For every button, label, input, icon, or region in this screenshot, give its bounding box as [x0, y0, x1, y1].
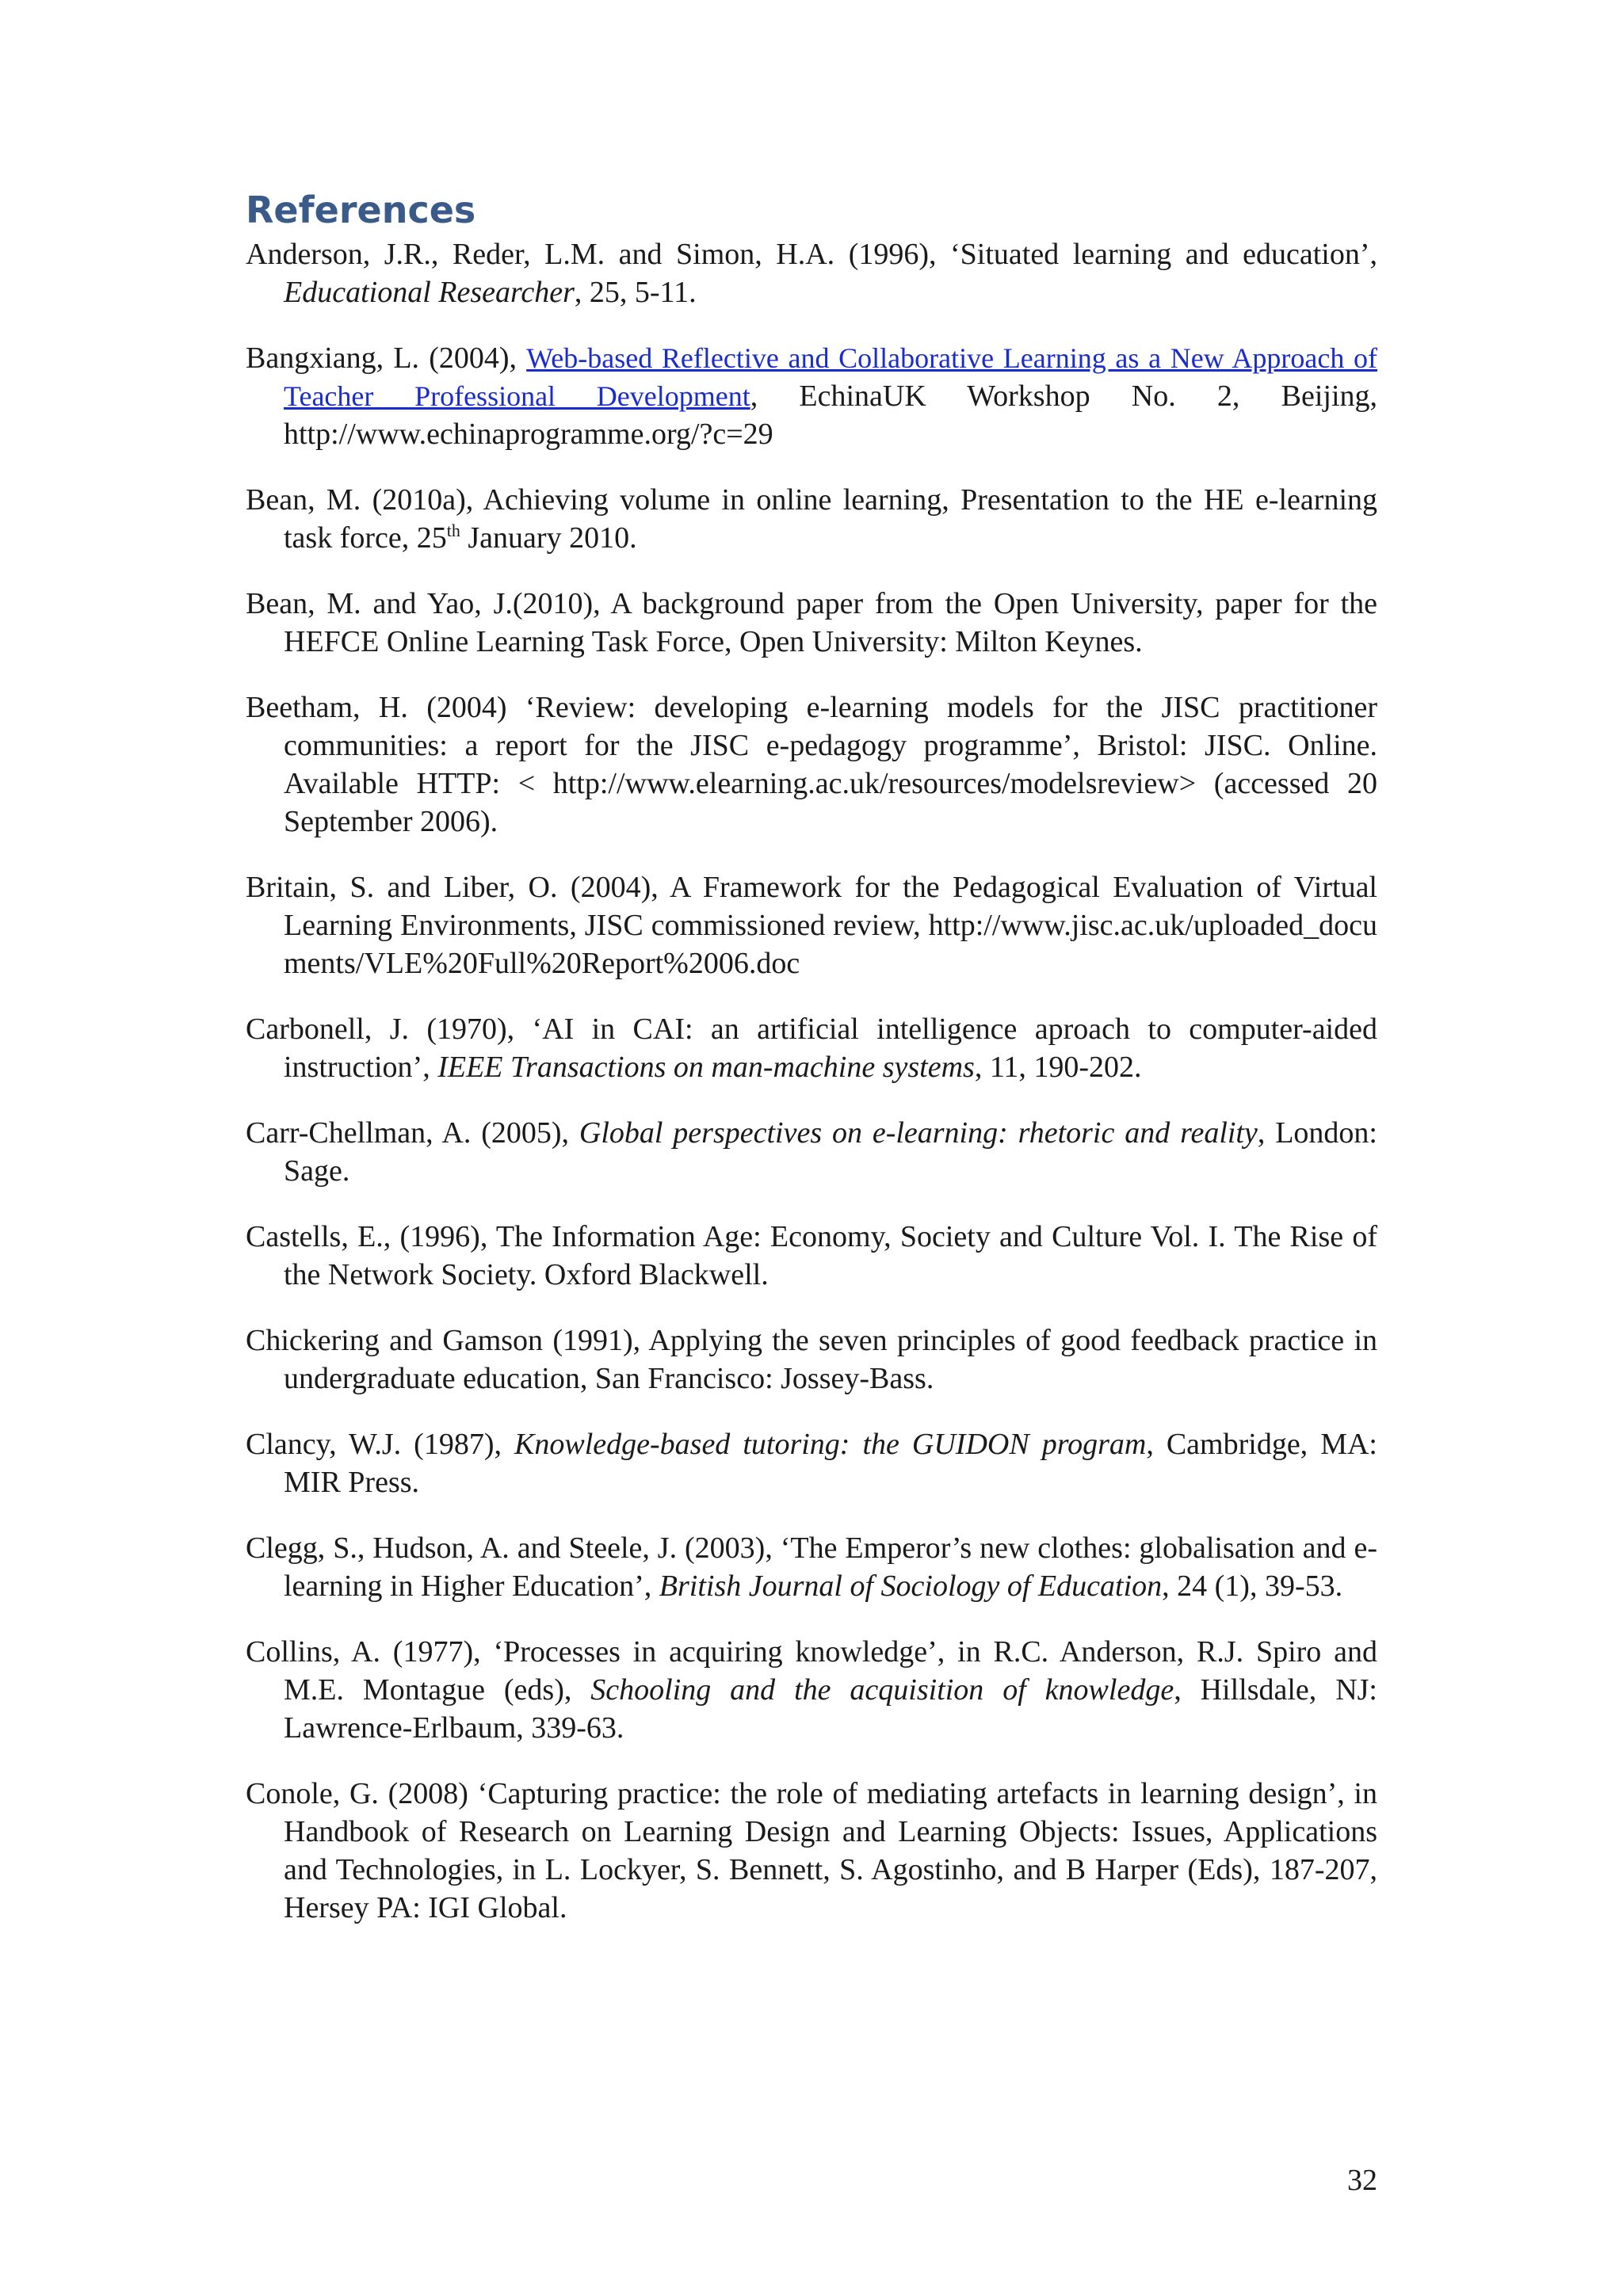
reference-item — [246, 339, 1377, 453]
superscript: th — [446, 521, 460, 541]
reference-item — [246, 1775, 1377, 1927]
reference-text: , Cambridge, MA: MIR Press. — [284, 1428, 1377, 1500]
reference-title-italic: Educational Researcher — [284, 276, 575, 310]
reference-item — [246, 1218, 1377, 1294]
reference-item — [246, 1322, 1377, 1398]
reference-text: Clancy, W.J. (1987), — [246, 1428, 515, 1462]
reference-text: Bean, M. (2010a), Achieving volume in online learning, Presentation to the HE e-learning task force, 25 — [246, 483, 1377, 555]
reference-text: Collins, A. (1977), ‘Processes in acquiring knowledge’, in R.C. Anderson, R.J. Spiro and M.E. Montague (eds), — [246, 1635, 1377, 1707]
reference-text: , EchinaUK Workshop No. 2, Beijing, http://www.echinaprogramme.org/?c=29 — [284, 379, 1378, 452]
reference-title-italic: Global perspectives on e-learning: rhetoric and reality — [579, 1116, 1258, 1150]
reference-text: Clegg, S., Hudson, A. and Steele, J. (2003), ‘The Emperor’s new clothes: globalisation and e-learning in Higher Education’, — [246, 1531, 1377, 1604]
reference-title-italic: IEEE Transactions on man-machine systems — [437, 1051, 975, 1085]
reference-text: Bean, M. and Yao, J.(2010), A background paper from the Open University, paper for the HEFCE Online Learning Task Force, Open University: Milton Keynes. — [246, 587, 1377, 659]
reference-item — [246, 235, 1377, 311]
reference-item — [246, 1010, 1377, 1086]
reference-title-italic: Schooling and the acquisition of knowledge — [590, 1673, 1174, 1707]
references-section — [246, 189, 1377, 1955]
reference-text: Carr-Chellman, A. (2005), — [246, 1116, 579, 1150]
reference-text: Britain, S. and Liber, O. (2004), A Framework for the Pedagogical Evaluation of Virtual Learning Environments, JISC commissioned review, — [246, 871, 1377, 943]
reference-text: Castells, E., (1996), The Information Age: Economy, Society and Culture Vol. I. The Rise of the Network Society. Oxford Blackwell. — [246, 1220, 1377, 1292]
section-heading: References — [246, 189, 476, 231]
reference-link[interactable]: Web-based Reflective and Collaborative Learning as a New Approach of Teacher Professional Development — [284, 342, 1378, 413]
reference-text: , 11, 190-202. — [974, 1051, 1142, 1085]
reference-item — [246, 1529, 1377, 1605]
reference-url: http://www.jisc.ac.uk/uploaded_documents/VLE%20Full%20Report%2006.doc — [284, 909, 1377, 981]
reference-item — [246, 688, 1377, 841]
reference-text: , 24 (1), 39-53. — [1162, 1569, 1343, 1604]
reference-text: Anderson, J.R., Reder, L.M. and Simon, H.A. (1996), ‘Situated learning and education’, — [246, 238, 1377, 272]
reference-title-italic: Knowledge-based tutoring: the GUIDON program — [514, 1428, 1147, 1462]
reference-text: January 2010. — [460, 521, 637, 555]
page-number: 32 — [1347, 2164, 1377, 2197]
reference-item — [246, 1633, 1377, 1747]
reference-text: Carbonell, J. (1970), ‘AI in CAI: an artificial intelligence aproach to computer-aided instruction’, — [246, 1013, 1377, 1085]
reference-text: , Hillsdale, NJ: Lawrence-Erlbaum, 339-63. — [284, 1673, 1377, 1745]
reference-item — [246, 1114, 1377, 1190]
reference-text: Conole, G. (2008) ‘Capturing practice: the role of mediating artefacts in learning design’, in Handbook of Research on Learning Design and Learning Objects: Issues, Applications and Technologies, in L. Lockyer, S. Bennett, S. Agostinho, and B Harper (Eds), 187-207, Hersey PA: IGI Global. — [246, 1777, 1377, 1925]
reference-item — [246, 1425, 1377, 1501]
reference-text: Bangxiang, L. (2004), — [246, 341, 527, 376]
reference-text: Beetham, H. (2004) ‘Review: developing e-learning models for the JISC practitioner communities: a report for the JISC e-pedagogy programme’, Bristol: JISC. Online. Available HTTP: < http://www.elearning.ac.uk/resources/modelsreview> (accessed 20 September 2006). — [246, 691, 1377, 839]
reference-text: , London: Sage. — [284, 1116, 1377, 1188]
reference-text: , 25, 5-11. — [574, 276, 697, 310]
reference-item — [246, 585, 1377, 661]
reference-item — [246, 481, 1377, 557]
reference-text: Chickering and Gamson (1991), Applying the seven principles of good feedback practice in undergraduate education, San Francisco: Jossey-Bass. — [246, 1324, 1377, 1396]
reference-title-italic: British Journal of Sociology of Education — [659, 1569, 1163, 1604]
reference-item — [246, 868, 1377, 982]
